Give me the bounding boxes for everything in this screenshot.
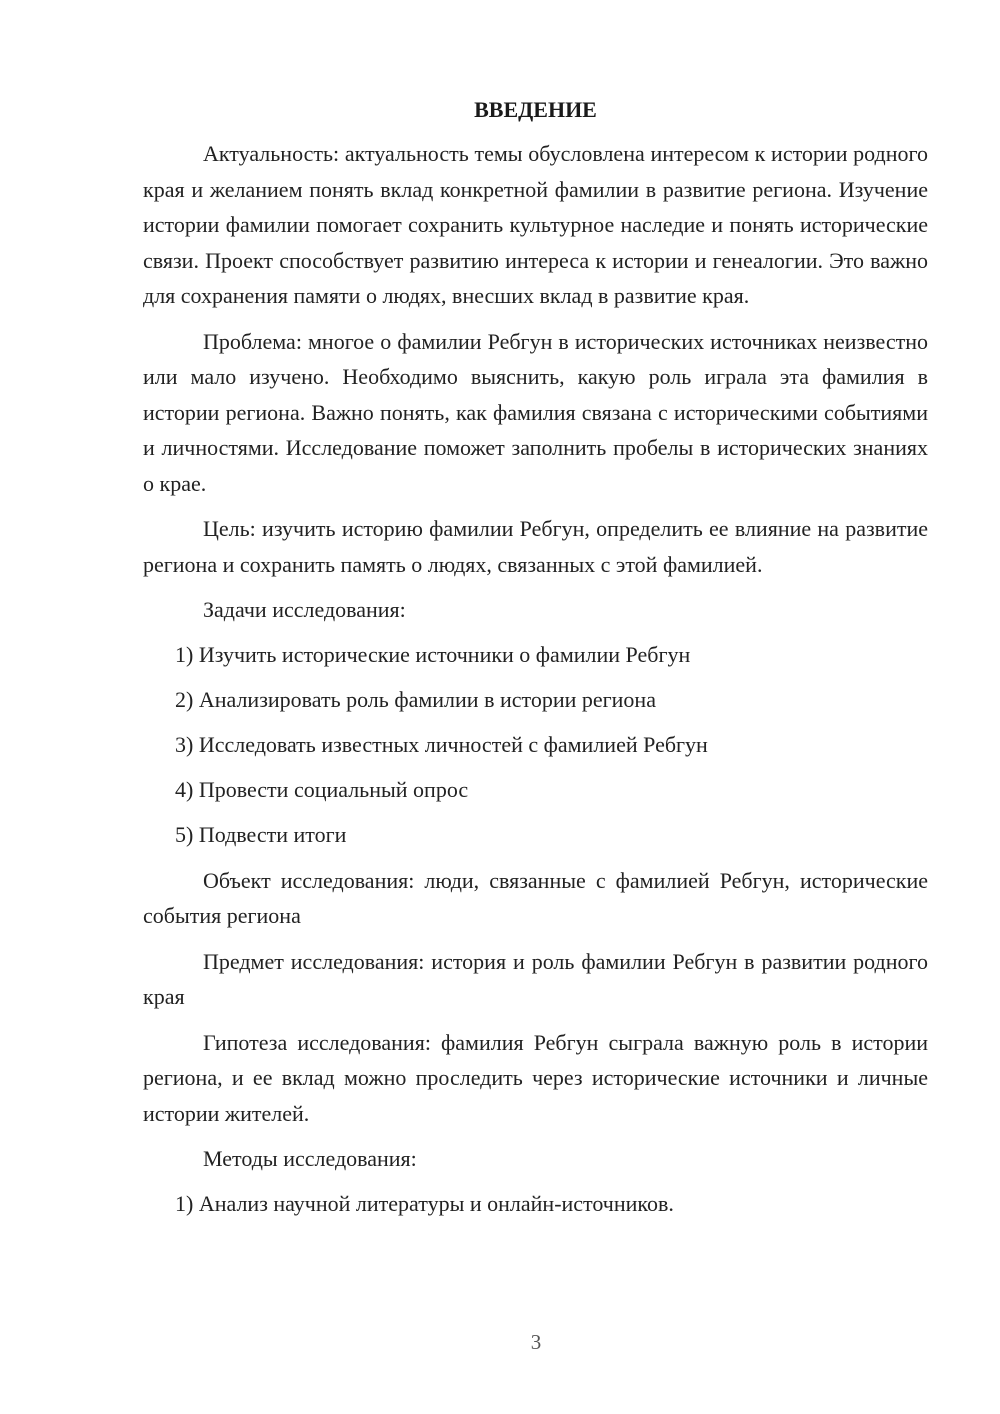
document-page [143,92,928,1222]
paragraph-goal: Цель: изучить историю фамилии Ребгун, определить ее влияние на развитие региона и сохранить память о людях, связанных с этой фамилией. [143,516,928,577]
task-item-4: 4) Провести социальный опрос [175,777,469,802]
paragraph-problem: Проблема: многое о фамилии Ребгун в исторических источниках неизвестно или мало изучено. Необходимо выяснить, какую роль играла эта фамилия в истории региона. Важно понять, как фамилия связана с историческими событиями и личностями. Исследование поможет заполнить пробелы в исторических знаниях о крае. [143,328,928,496]
task-item-5: 5) Подвести итоги [175,822,347,847]
task-item-3: 3) Исследовать известных личностей с фамилией Ребгун [175,732,708,757]
method-item-1: 1) Анализ научной литературы и онлайн-источников. [175,1191,674,1216]
paragraph-hypothesis: Гипотеза исследования: фамилия Ребгун сыграла важную роль в истории региона, и ее вклад можно проследить через исторические источники и личные истории жителей. [143,1029,928,1126]
methods-heading: Методы исследования: [203,1146,417,1171]
page-number: 3 [530,1330,542,1354]
paragraph-subject: Предмет исследования: история и роль фамилии Ребгун в развитии родного края [143,948,928,1009]
page-title: ВВЕДЕНИЕ [474,97,597,122]
paragraph-relevance: Актуальность: актуальность темы обусловлена интересом к истории родного края и желанием понять вклад конкретной фамилии в развитие региона. Изучение истории фамилии помогает сохранить культурное наследие и понять исторические связи. Проект способствует развитию интереса к истории и генеалогии. Это важно для сохранения памяти о людях, внесших вклад в развитие края. [143,141,928,308]
task-item-2: 2) Анализировать роль фамилии в истории региона [175,687,656,712]
task-item-1: 1) Изучить исторические источники о фамилии Ребгун [175,642,691,667]
paragraph-object: Объект исследования: люди, связанные с фамилией Ребгун, исторические события региона [143,867,928,928]
tasks-heading: Задачи исследования: [203,597,406,622]
